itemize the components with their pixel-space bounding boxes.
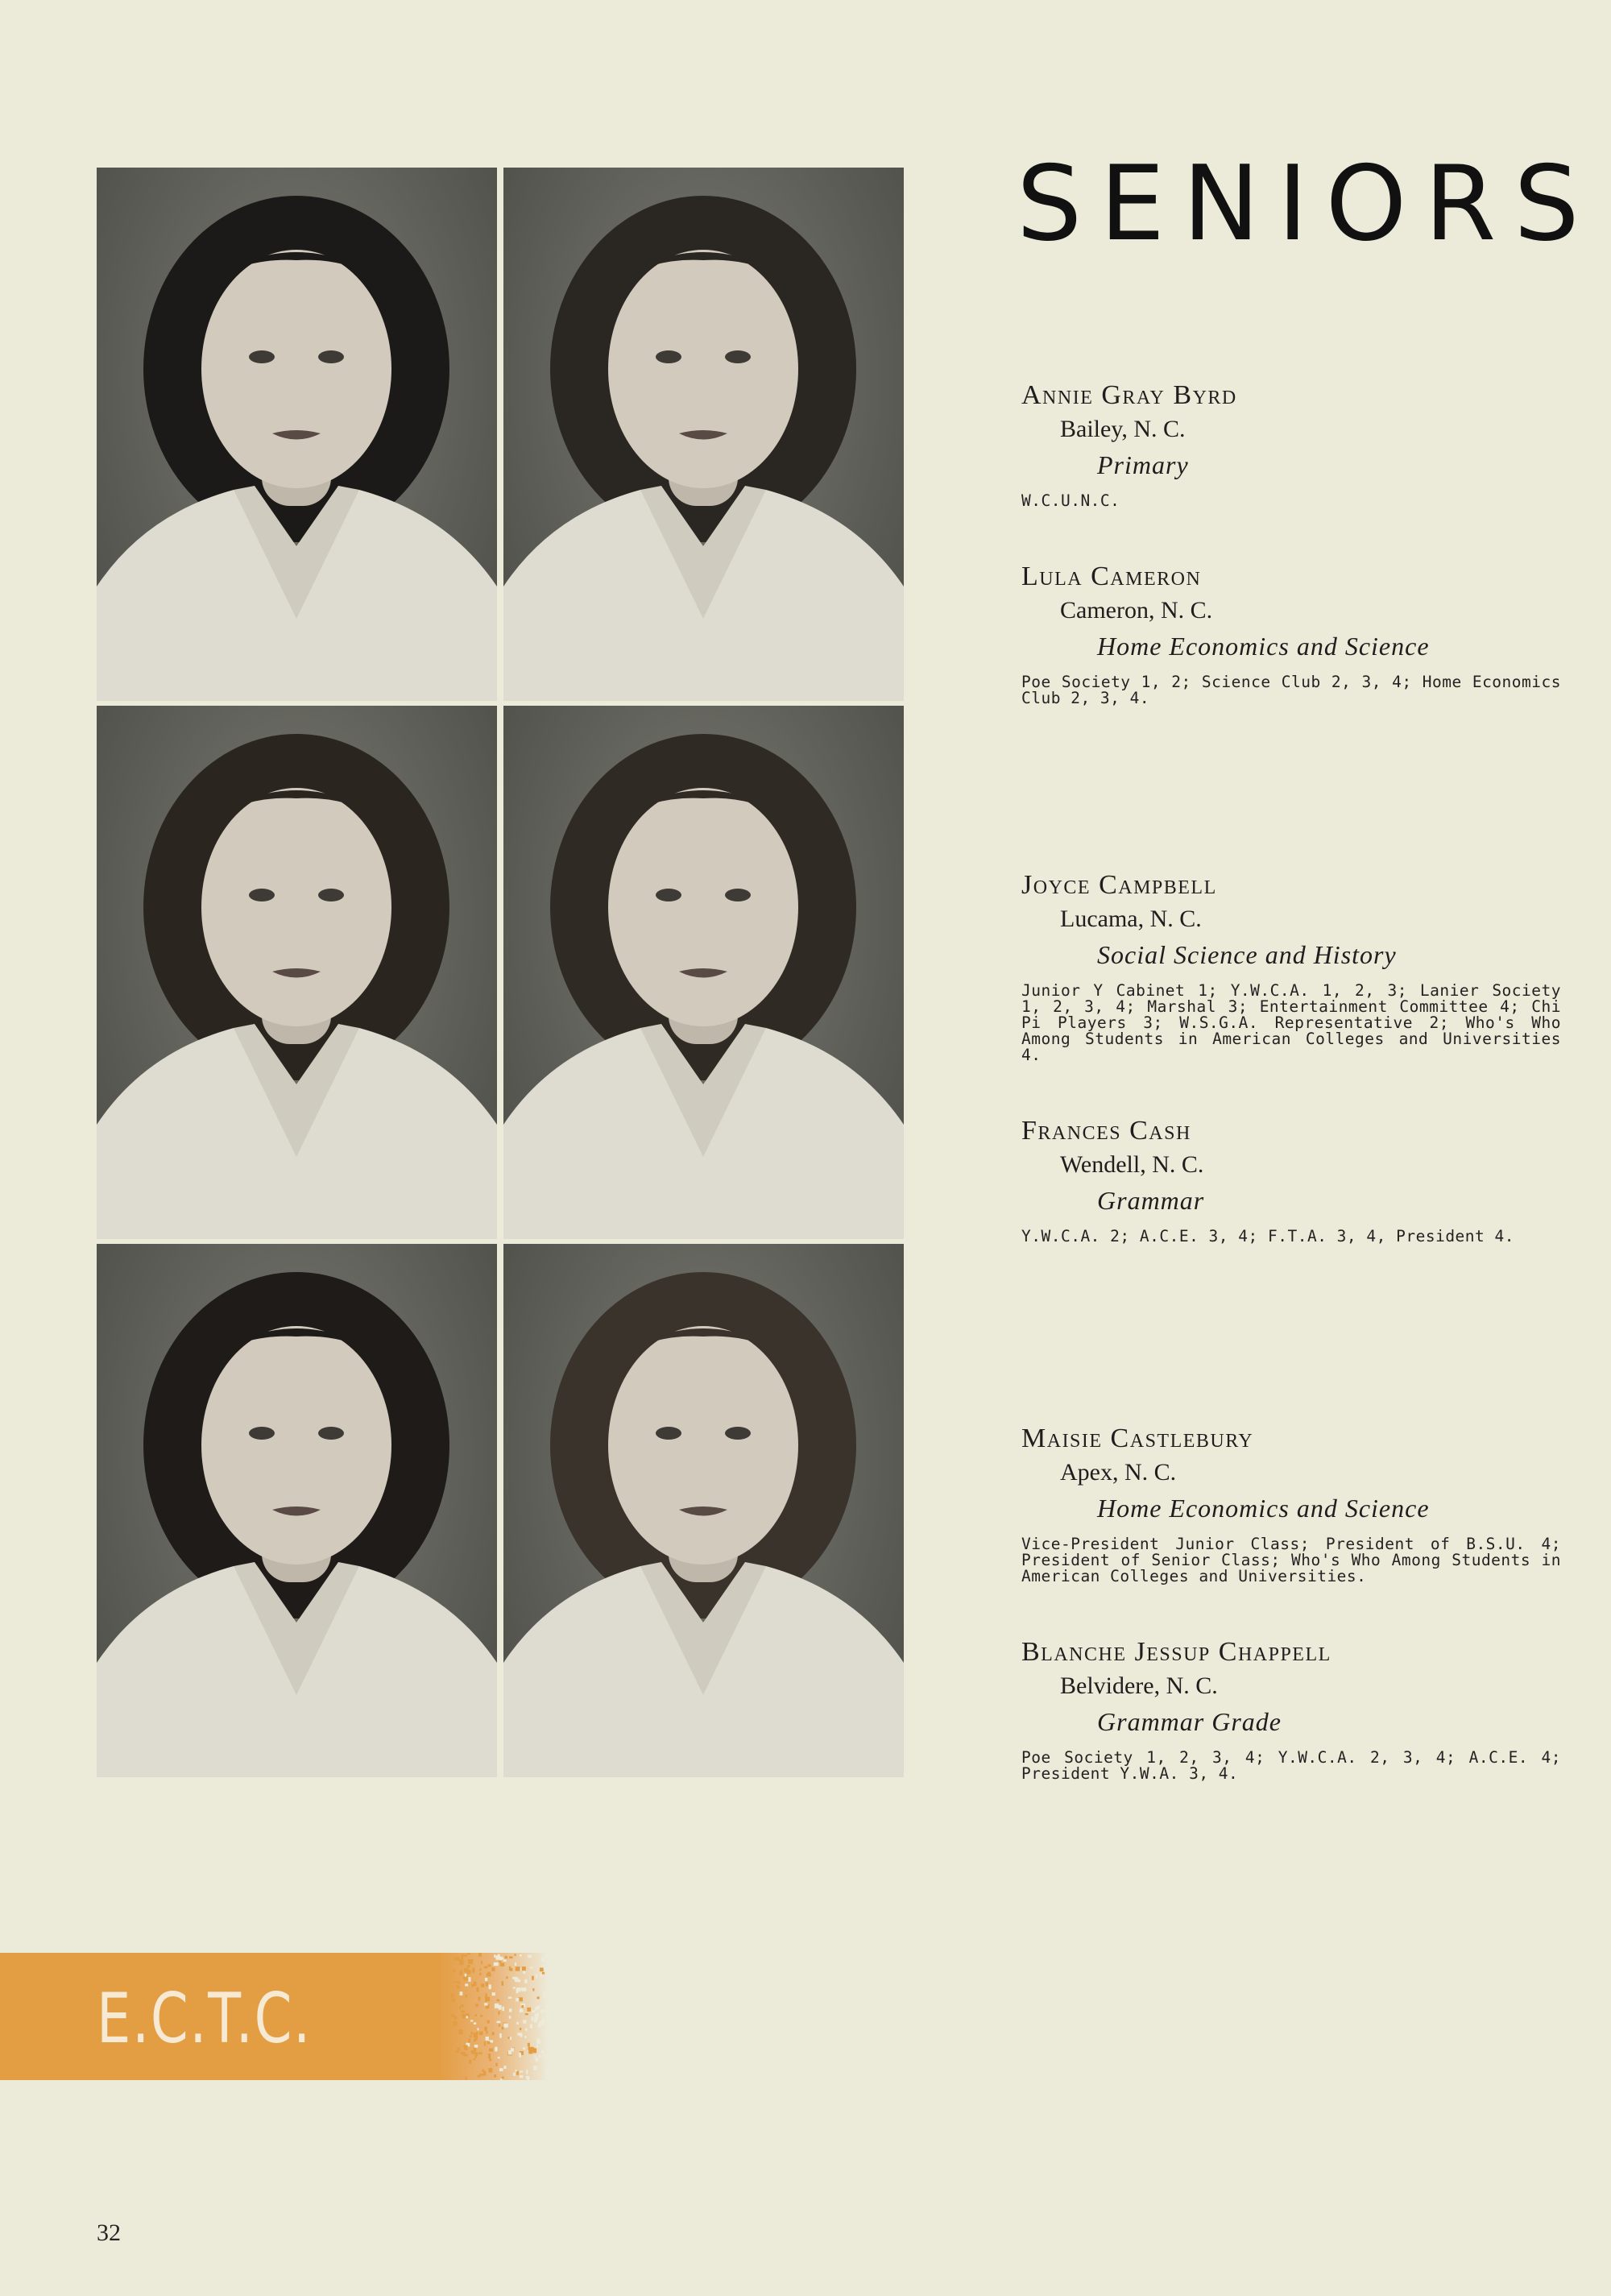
- speckle-dot: [472, 1968, 474, 1973]
- speckle-dot: [474, 2058, 476, 2060]
- speckle-dot: [504, 2066, 507, 2069]
- speckle-dot: [520, 2075, 523, 2078]
- speckle-dot: [508, 1997, 512, 1999]
- speckle-dot: [486, 1982, 488, 1986]
- portrait-photo: [503, 168, 904, 701]
- portrait-photo: [503, 1244, 904, 1777]
- speckle-dot: [520, 2008, 523, 2010]
- speckle-dot: [499, 2011, 500, 2015]
- speckle-dot: [536, 2045, 538, 2048]
- speckle-dot: [487, 2031, 488, 2033]
- speckle-dot: [525, 2013, 528, 2015]
- eye-shape: [656, 350, 681, 363]
- eye-shape: [725, 350, 751, 363]
- speckle-dot: [462, 2004, 464, 2008]
- section-title: SENIORS: [1017, 144, 1597, 264]
- speckle-dot: [452, 1999, 455, 2002]
- speckle-dot: [545, 2070, 548, 2074]
- speckle-dot: [526, 2076, 530, 2079]
- student-activities: Vice-President Junior Class; President of B.S.U. 4; President of Senior Class; Who's Who Among Students in American Colleges and Universities.: [1021, 1535, 1561, 1585]
- banner-speckle-texture: [451, 1953, 548, 2080]
- student-hometown: Cameron, N. C.: [1060, 597, 1213, 624]
- eye-shape: [725, 1427, 751, 1440]
- face-shape: [608, 250, 798, 488]
- speckle-dot: [495, 2004, 499, 2008]
- speckle-dot: [525, 2029, 528, 2031]
- speckle-dot: [517, 1987, 521, 1991]
- speckle-dot: [543, 1995, 547, 1998]
- speckle-dot: [476, 1987, 478, 1992]
- face-shape: [201, 250, 391, 488]
- speckle-dot: [547, 2011, 548, 2014]
- speckle-dot: [471, 2050, 475, 2054]
- speckle-dot: [516, 1967, 520, 1971]
- student-major: Home Economics and Science: [1097, 1494, 1430, 1523]
- speckle-dot: [485, 1978, 487, 1981]
- speckle-dot: [462, 2015, 466, 2018]
- speckle-dot: [547, 2048, 549, 2052]
- speckle-dot: [478, 1953, 482, 1957]
- speckle-dot: [468, 2039, 470, 2043]
- speckle-dot: [484, 2027, 487, 2031]
- speckle-dot: [543, 1991, 548, 1996]
- speckle-dot: [532, 1988, 534, 1991]
- speckle-dot: [515, 1954, 516, 1956]
- speckle-dot: [545, 2054, 548, 2057]
- speckle-dot: [465, 1983, 468, 1986]
- speckle-dot: [494, 2074, 496, 2078]
- speckle-dot: [474, 2055, 477, 2058]
- speckle-dot: [483, 2071, 487, 2076]
- speckle-dot: [460, 1991, 463, 1996]
- student-major: Grammar: [1097, 1186, 1205, 1215]
- speckle-dot: [466, 1995, 468, 1997]
- speckle-dot: [509, 1956, 512, 1958]
- speckle-dot: [460, 1970, 462, 1974]
- speckle-dot: [500, 2078, 502, 2080]
- student-entry: [1021, 1422, 1561, 1585]
- speckle-dot: [487, 1973, 491, 1976]
- speckle-dot: [545, 1967, 548, 1971]
- speckle-dot: [523, 2047, 525, 2049]
- speckle-dot: [528, 2046, 530, 2050]
- speckle-dot: [530, 1967, 532, 1969]
- speckle-dot: [520, 2070, 523, 2072]
- speckle-dot: [488, 2068, 492, 2073]
- eye-shape: [318, 1427, 344, 1440]
- speckle-dot: [520, 2028, 521, 2030]
- student-activities: Poe Society 1, 2; Science Club 2, 3, 4; Home Economics Club 2, 3, 4.: [1021, 673, 1561, 707]
- speckle-dot: [463, 1954, 467, 1956]
- speckle-dot: [502, 2027, 504, 2030]
- speckle-dot: [519, 2053, 521, 2058]
- student-hometown: Belvidere, N. C.: [1060, 1672, 1218, 1699]
- speckle-dot: [465, 2049, 467, 2050]
- student-name: Maisie Castlebury: [1021, 1424, 1254, 1453]
- speckle-dot: [532, 2016, 534, 2021]
- speckle-dot: [509, 2008, 512, 2012]
- speckle-dot: [495, 2047, 497, 2052]
- speckle-dot: [453, 1970, 455, 1973]
- speckle-dot: [471, 1984, 474, 1987]
- speckle-dot: [534, 2017, 538, 2020]
- speckle-dot: [524, 2036, 527, 2038]
- speckle-dot: [491, 1992, 495, 1996]
- speckle-dot: [488, 2054, 491, 2059]
- speckle-dot: [547, 2037, 548, 2041]
- speckle-dot: [454, 1981, 459, 1983]
- speckle-dot: [502, 2077, 504, 2078]
- speckle-dot: [541, 2018, 545, 2022]
- speckle-dot: [479, 2032, 482, 2035]
- speckle-dot: [533, 2066, 537, 2070]
- eye-shape: [656, 889, 681, 901]
- speckle-dot: [528, 2043, 530, 2046]
- speckle-dot: [457, 2047, 460, 2050]
- speckle-dot: [513, 2072, 515, 2076]
- speckle-dot: [481, 1983, 484, 1987]
- speckle-dot: [524, 1979, 527, 1983]
- portrait-photo: [503, 706, 904, 1239]
- student-name: Annie Gray Byrd: [1021, 380, 1237, 410]
- speckle-dot: [467, 1953, 471, 1954]
- speckle-dot: [480, 2015, 482, 2016]
- portrait-photo: [97, 168, 497, 701]
- speckle-dot: [474, 2045, 478, 2048]
- eye-shape: [249, 889, 275, 901]
- eye-shape: [318, 350, 344, 363]
- speckle-dot: [530, 2025, 532, 2029]
- speckle-dot: [456, 2050, 459, 2053]
- speckle-dot: [500, 1962, 505, 1966]
- speckle-dot: [494, 1954, 495, 1958]
- speckle-dot: [484, 2003, 487, 2005]
- student-activities: Junior Y Cabinet 1; Y.W.C.A. 1, 2, 3; Lanier Society 1, 2, 3, 4; Marshal 3; Entertainment Committee 4; Chi Pi Players 3; W.S.G.A. Representative 2; Who's Who Among Students in American Colleges and Universities 4.: [1021, 981, 1561, 1064]
- speckle-dot: [466, 1965, 470, 1967]
- speckle-dot: [494, 1962, 499, 1966]
- student-entry: [1021, 1114, 1561, 1245]
- speckle-dot: [499, 2068, 503, 2071]
- face-shape: [608, 1326, 798, 1565]
- student-entry: [1021, 560, 1561, 707]
- speckle-dot: [485, 1997, 490, 2001]
- speckle-dot: [540, 1975, 543, 1978]
- speckle-dot: [489, 2058, 491, 2061]
- speckle-dot: [502, 1981, 503, 1986]
- speckle-dot: [498, 2057, 500, 2058]
- portrait-grid: [97, 168, 907, 1783]
- speckle-dot: [462, 2014, 465, 2016]
- student-entry: [1021, 379, 1561, 509]
- speckle-dot: [502, 2007, 504, 2012]
- speckle-dot: [536, 2039, 540, 2044]
- speckle-dot: [455, 1958, 460, 1961]
- speckle-dot: [516, 1979, 520, 1983]
- speckle-dot: [469, 1959, 474, 1962]
- speckle-dot: [521, 2005, 524, 2008]
- speckle-dot: [536, 2058, 539, 2062]
- speckle-dot: [475, 2014, 477, 2016]
- speckle-dot: [470, 2020, 473, 2021]
- speckle-dot: [535, 2008, 538, 2009]
- speckle-dot: [522, 1967, 526, 1971]
- speckle-dot: [487, 2041, 491, 2044]
- speckle-dot: [513, 1987, 516, 1988]
- speckle-dot: [488, 1964, 491, 1967]
- student-hometown: Bailey, N. C.: [1060, 416, 1186, 442]
- speckle-dot: [527, 2008, 531, 2012]
- speckle-dot: [451, 1993, 453, 1997]
- speckle-dot: [510, 2037, 511, 2039]
- speckle-dot: [542, 1964, 545, 1966]
- speckle-dot: [478, 2028, 479, 2030]
- student-entry: [1021, 868, 1561, 1063]
- speckle-dot: [498, 1954, 500, 1958]
- speckle-dot: [532, 2010, 536, 2012]
- speckle-dot: [520, 1954, 522, 1957]
- banner-text: E.C.T.C.: [97, 1979, 312, 2059]
- speckle-dot: [470, 2032, 473, 2034]
- speckle-dot: [481, 1961, 482, 1964]
- speckle-dot: [457, 1986, 460, 1989]
- student-entry: [1021, 1635, 1561, 1782]
- student-name: Blanche Jessup Chappell: [1021, 1637, 1331, 1667]
- student-major: Social Science and History: [1097, 940, 1397, 969]
- speckle-dot: [511, 2048, 515, 2051]
- speckle-dot: [453, 2021, 458, 2025]
- eye-shape: [249, 350, 275, 363]
- speckle-dot: [516, 1998, 519, 2001]
- speckle-dot: [458, 2029, 462, 2034]
- speckle-dot: [521, 1987, 526, 1991]
- speckle-dot: [496, 2000, 499, 2002]
- speckle-dot: [534, 2020, 537, 2022]
- speckle-dot: [454, 2016, 458, 2020]
- speckle-dot: [509, 1967, 511, 1971]
- speckle-dot: [520, 2010, 524, 2012]
- student-hometown: Apex, N. C.: [1060, 1459, 1177, 1486]
- speckle-dot: [462, 1955, 464, 1959]
- speckle-dot: [475, 2004, 478, 2007]
- eye-shape: [725, 889, 751, 901]
- speckle-dot: [523, 2020, 526, 2023]
- speckle-dot: [484, 1967, 488, 1969]
- student-name: Lula Cameron: [1021, 562, 1202, 591]
- student-activities: Y.W.C.A. 2; A.C.E. 3, 4; F.T.A. 3, 4, President 4.: [1021, 1227, 1514, 1245]
- eye-shape: [249, 1427, 275, 1440]
- speckle-dot: [546, 1987, 548, 1991]
- student-hometown: Wendell, N. C.: [1060, 1151, 1204, 1178]
- speckle-dot: [512, 1977, 517, 1979]
- page-number: 32: [97, 2219, 121, 2246]
- speckle-dot: [509, 2016, 511, 2019]
- speckle-dot: [470, 2036, 472, 2037]
- speckle-dot: [545, 1954, 548, 1957]
- speckle-dot: [479, 1969, 482, 1971]
- speckle-dot: [479, 1973, 482, 1975]
- speckle-dot: [478, 1997, 481, 2001]
- eye-shape: [318, 889, 344, 901]
- speckle-dot: [459, 1960, 464, 1965]
- speckle-dot: [499, 2025, 501, 2027]
- speckle-dot: [499, 2005, 502, 2010]
- speckle-dot: [484, 2041, 486, 2046]
- speckle-dot: [499, 2033, 502, 2038]
- speckle-dot: [540, 2010, 545, 2013]
- speckle-dot: [535, 2014, 539, 2017]
- speckle-dot: [545, 2032, 548, 2034]
- speckle-dot: [469, 2060, 471, 2064]
- speckle-dot: [541, 2050, 545, 2054]
- speckle-dot: [541, 1957, 545, 1962]
- speckle-dot: [537, 1996, 540, 1999]
- speckle-dot: [532, 1976, 534, 1980]
- face-shape: [201, 788, 391, 1026]
- speckle-dot: [528, 2079, 530, 2080]
- speckle-dot: [489, 2049, 493, 2052]
- speckle-dot: [526, 2070, 528, 2074]
- speckle-dot: [478, 2075, 481, 2078]
- speckle-dot: [451, 2014, 454, 2017]
- student-name: Joyce Campbell: [1021, 870, 1217, 900]
- speckle-dot: [476, 2032, 478, 2033]
- college-banner: [0, 1953, 548, 2080]
- speckle-dot: [474, 2022, 476, 2025]
- portrait-photo: [97, 706, 497, 1239]
- speckle-dot: [468, 1977, 470, 1982]
- speckle-dot: [517, 2033, 521, 2035]
- student-name: Frances Cash: [1021, 1116, 1191, 1146]
- speckle-dot: [536, 1974, 537, 1978]
- speckle-dot: [529, 2047, 534, 2052]
- student-major: Grammar Grade: [1097, 1707, 1282, 1736]
- speckle-dot: [461, 2052, 466, 2055]
- speckle-dot: [505, 1956, 507, 1958]
- speckle-dot: [461, 2011, 465, 2012]
- speckle-dot: [503, 2024, 508, 2028]
- speckle-dot: [506, 1976, 507, 1979]
- speckle-dot: [466, 2077, 467, 2080]
- speckle-dot: [538, 2024, 541, 2028]
- speckle-dot: [489, 1984, 491, 1989]
- speckle-dot: [516, 2022, 519, 2025]
- speckle-dot: [503, 1959, 507, 1962]
- student-hometown: Lucama, N. C.: [1060, 906, 1202, 932]
- speckle-dot: [540, 1968, 544, 1972]
- speckle-dot: [516, 2071, 519, 2075]
- speckle-dot: [542, 1972, 545, 1975]
- eye-shape: [656, 1427, 681, 1440]
- face-shape: [201, 1326, 391, 1565]
- student-activities: W.C.U.N.C.: [1021, 491, 1120, 510]
- speckle-dot: [475, 2036, 478, 2041]
- student-major: Primary: [1097, 450, 1189, 479]
- speckle-dot: [459, 2006, 461, 2009]
- speckle-dot: [466, 1970, 470, 1974]
- speckle-dot: [492, 2032, 495, 2035]
- face-shape: [608, 788, 798, 1026]
- speckle-dot: [515, 1962, 516, 1966]
- speckle-dot: [547, 2008, 548, 2011]
- speckle-dot: [528, 1955, 532, 1958]
- portrait-photo: [97, 1244, 497, 1777]
- speckle-dot: [465, 1974, 467, 1977]
- speckle-dot: [534, 2056, 536, 2058]
- speckle-dot: [539, 2055, 540, 2058]
- speckle-dot: [487, 2020, 490, 2024]
- speckle-dot: [495, 2063, 497, 2066]
- student-activities: Poe Society 1, 2, 3, 4; Y.W.C.A. 2, 3, 4; A.C.E. 4; President Y.W.A. 3, 4.: [1021, 1748, 1561, 1783]
- speckle-dot: [497, 2021, 501, 2023]
- speckle-dot: [486, 2037, 489, 2041]
- student-major: Home Economics and Science: [1097, 632, 1430, 661]
- speckle-dot: [491, 1967, 495, 1971]
- speckle-dot: [478, 2052, 482, 2054]
